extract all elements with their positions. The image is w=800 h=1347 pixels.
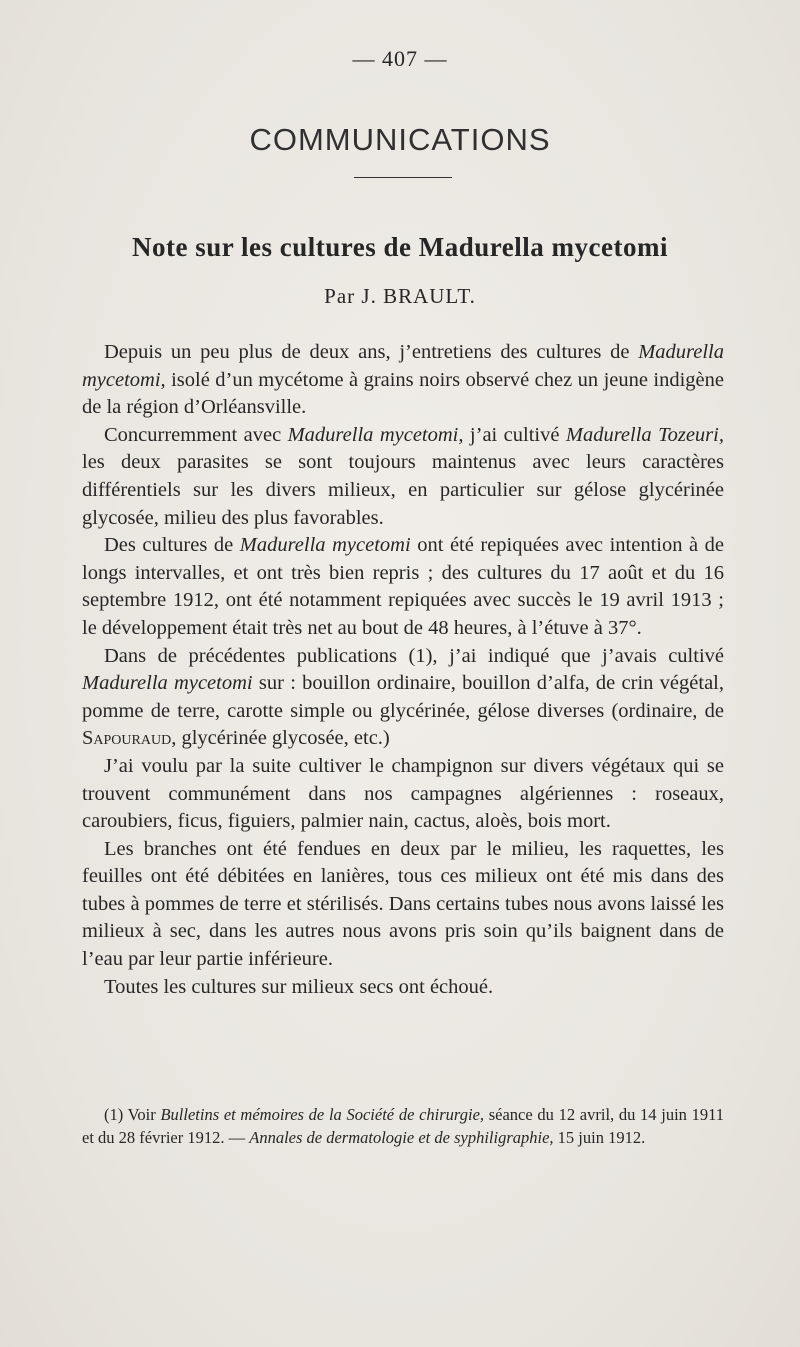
paragraph-3-text: Des cultures de	[104, 534, 240, 557]
paragraph-2	[82, 422, 724, 532]
paragraph-2-text: les deux parasites se sont toujours maintenus avec leurs caractères différentiels sur les divers milieux, en particulier sur gélose glycérinée glycosée, milieu des plus favorables.	[82, 451, 724, 529]
footnote-text: séance du 12 avril, du 14 juin 1911 et du 28 février 1912. —	[82, 1105, 725, 1147]
paragraph-3-text: ont été repiquées avec intention à de longs intervalles, et ont très bien repris ; des cultures du 17 août et du 16 septembre 1912, ont été notamment repiquées avec succès le 19 avril 1913 ; le développement était très net au bout de 48 heures, à l’étuve à 37°.	[82, 534, 724, 639]
paragraph-3	[82, 532, 724, 642]
paragraph-7: Toutes les cultures sur milieux secs ont échoué.	[104, 975, 494, 998]
article-title: Note sur les cultures de Madurella mycetomi	[132, 232, 668, 262]
article-body	[82, 339, 724, 1001]
page-number: — 407 —	[352, 46, 448, 71]
footnote-citation: Bulletins et mémoires de la Société de chirurgie,	[160, 1105, 485, 1124]
paragraph-1-text: isolé d’un mycétome à grains noirs observé chez un jeune indigène de la région d’Orléansville.	[82, 368, 724, 419]
heading-rule	[354, 177, 452, 178]
paragraph-6: Les branches ont été fendues en deux par le milieu, les raquettes, les feuilles ont été débitées en lanières, tous ces milieux ont été mis dans des tubes à pommes de terre et stérilisés. Dans certains tubes nous avons laissé les milieux à sec, dans les autres nous avons pris soin qu’ils baignent dans de l’eau par leur partie inférieure.	[82, 837, 724, 971]
species-name: Madurella Tozeuri,	[565, 423, 724, 446]
paragraph-1-text: Depuis un peu plus de deux ans, j’entretiens des cultures de	[104, 341, 639, 363]
footnote-marker: (1) Voir	[104, 1105, 161, 1124]
paragraph-5: J’ai voulu par la suite cultiver le champignon sur divers végétaux qui se trouvent communément dans nos campagnes algériennes : roseaux, caroubiers, ficus, figuiers, palmier nain, cactus, aloès, bois mort.	[82, 754, 724, 833]
footnote-text: 15 juin 1912.	[553, 1127, 646, 1147]
paragraph-1	[82, 339, 724, 422]
author-byline: Par J. BRAULT.	[324, 284, 476, 308]
species-name: Madurella mycetomi,	[82, 341, 724, 391]
species-name: Madurella mycetomi,	[287, 423, 464, 446]
species-name: Madurella mycetomi	[82, 672, 253, 695]
paragraph-4-text: , glycérinée glycosée, etc.)	[171, 727, 390, 750]
paragraph-4	[82, 643, 724, 753]
footnote-citation: Annales de dermatologie et de syphiligraphie,	[249, 1127, 554, 1147]
paragraph-2-text: Concurremment avec	[104, 423, 288, 446]
paragraph-4-text: sur : bouillon ordinaire, bouillon d’alfa, de crin végétal, pomme de terre, carotte simple ou glycérinée, gélose diverses (ordinaire, de	[82, 672, 724, 722]
paragraph-2-text: j’ai cultivé	[463, 423, 566, 446]
author-name: Sapouraud	[82, 727, 172, 750]
paragraph-4-text: Dans de précédentes publications (1), j’ai indiqué que j’avais cultivé	[104, 644, 724, 667]
section-heading: COMMUNICATIONS	[249, 122, 551, 157]
footnote	[82, 1104, 724, 1149]
species-name: Madurella mycetomi	[239, 534, 411, 557]
